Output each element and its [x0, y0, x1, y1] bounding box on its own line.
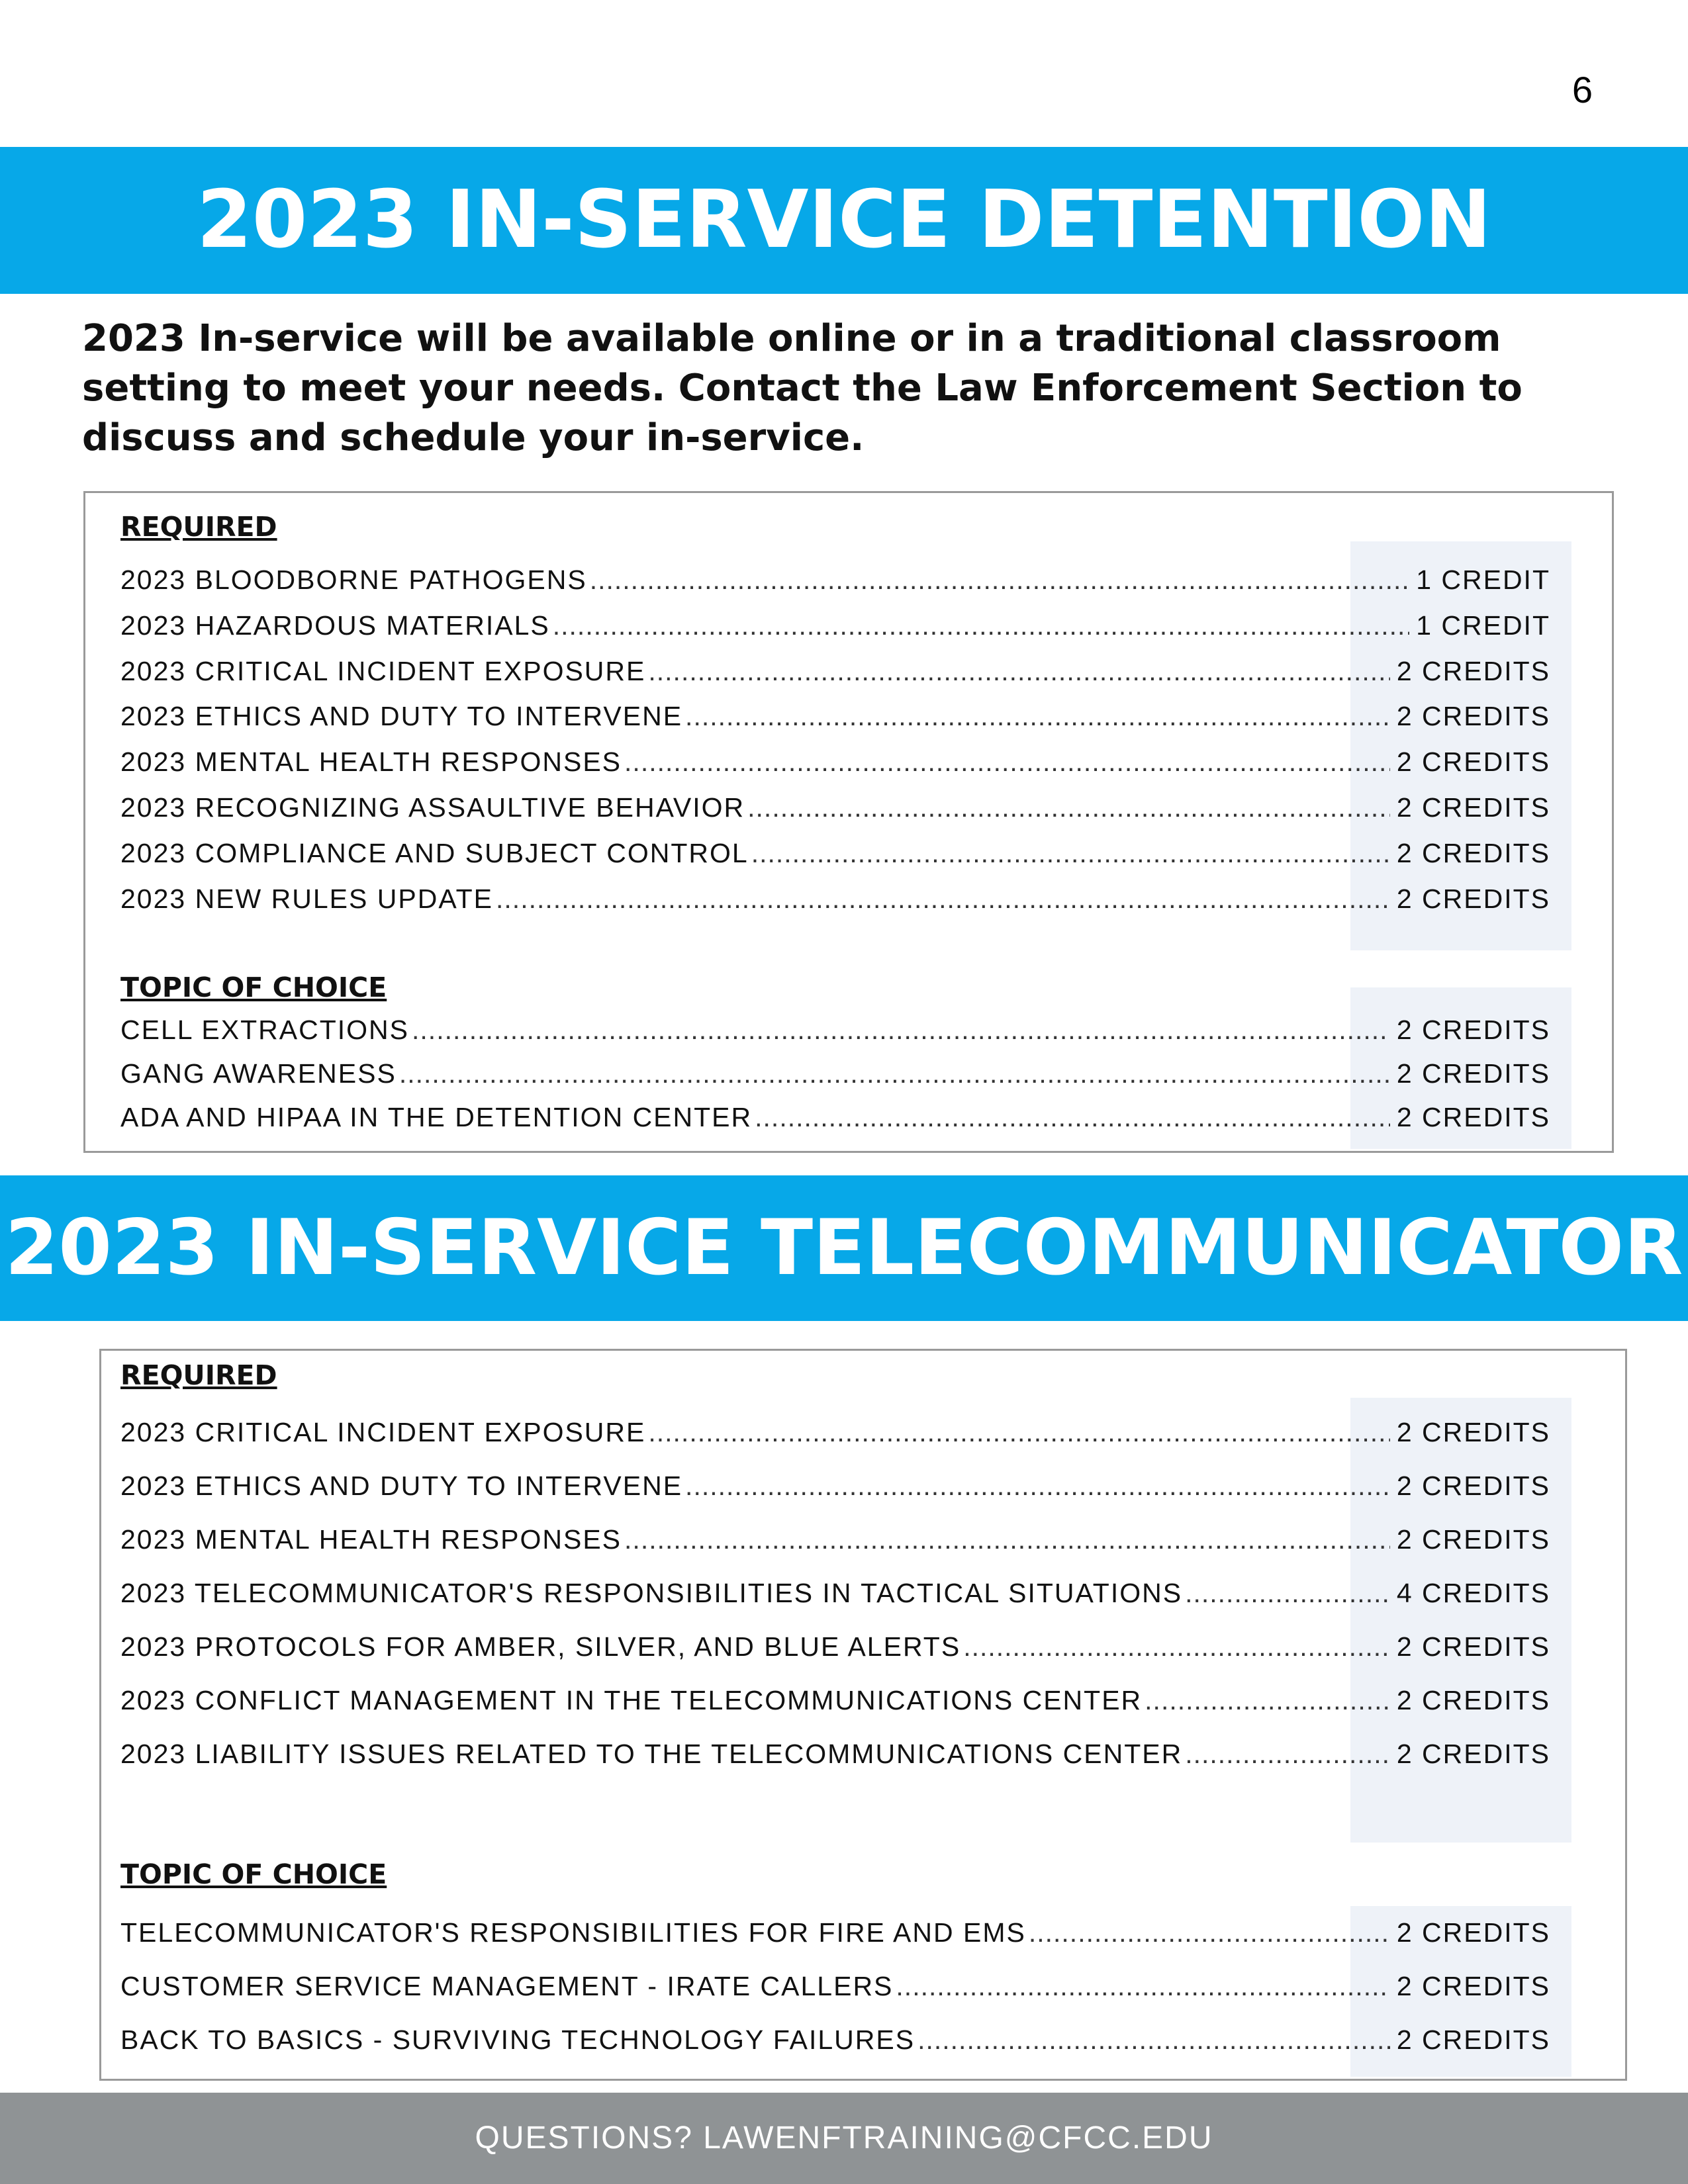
course-row	[120, 1913, 1550, 1952]
dot-leader	[751, 833, 1390, 873]
course-credits: 2 CREDITS	[1396, 1102, 1550, 1132]
course-credits: 2 CREDITS	[1396, 1685, 1550, 1715]
course-row	[120, 651, 1550, 691]
dot-leader	[412, 1010, 1390, 1050]
detention-title-banner: 2023 IN-SERVICE DETENTION	[0, 147, 1688, 294]
dot-leader	[648, 651, 1389, 691]
dot-leader	[747, 788, 1390, 827]
course-name: 2023 MENTAL HEALTH RESPONSES	[120, 747, 622, 778]
course-name: 2023 TELECOMMUNICATOR'S RESPONSIBILITIES IN TACTICAL SITUATIONS	[120, 1578, 1183, 1608]
course-name: 2023 COMPLIANCE AND SUBJECT CONTROL	[120, 837, 749, 868]
telecom-required-credit-column	[1350, 1398, 1571, 1843]
page-number: 6	[1571, 69, 1593, 111]
dot-leader	[1185, 1734, 1390, 1774]
dot-leader	[917, 2020, 1390, 2060]
course-row	[120, 606, 1550, 645]
dot-leader	[399, 1054, 1390, 1093]
course-name: 2023 CRITICAL INCIDENT EXPOSURE	[120, 655, 646, 686]
course-credits: 2 CREDITS	[1396, 792, 1550, 823]
course-row	[120, 1680, 1550, 1720]
course-name: 2023 ETHICS AND DUTY TO INTERVENE	[120, 701, 683, 732]
dot-leader	[896, 1966, 1389, 2006]
course-credits: 2 CREDITS	[1396, 1631, 1550, 1662]
course-credits: 2 CREDITS	[1396, 1015, 1550, 1045]
dot-leader	[755, 1097, 1390, 1137]
course-name: 2023 ETHICS AND DUTY TO INTERVENE	[120, 1471, 683, 1501]
dot-leader	[624, 742, 1390, 782]
intro-paragraph: 2023 In-service will be available online or in a traditional classroom setting to meet your needs. Contact the Law Enforcement Section to discuss and schedule your in-service.	[82, 317, 1523, 459]
course-credits: 2 CREDITS	[1396, 1739, 1550, 1769]
course-name: BACK TO BASICS - SURVIVING TECHNOLOGY FAILURES	[120, 2025, 915, 2055]
dot-leader	[1185, 1573, 1390, 1613]
footer-contact: QUESTIONS? LAWENFTRAINING@CFCC.EDU	[0, 2093, 1688, 2184]
course-credits: 2 CREDITS	[1396, 1471, 1550, 1501]
course-name: 2023 MENTAL HEALTH RESPONSES	[120, 1524, 622, 1555]
course-credits: 2 CREDITS	[1396, 2025, 1550, 2055]
course-row	[120, 1054, 1550, 1093]
telecommunicator-title-banner: 2023 IN-SERVICE TELECOMMUNICATOR	[0, 1175, 1688, 1321]
course-row	[120, 742, 1550, 782]
course-credits: 2 CREDITS	[1396, 701, 1550, 732]
course-name: 2023 CRITICAL INCIDENT EXPOSURE	[120, 1417, 646, 1447]
course-credits: 2 CREDITS	[1396, 1058, 1550, 1089]
detention-required-heading: REQUIRED	[120, 511, 277, 543]
course-credits: 1 CREDIT	[1416, 565, 1550, 595]
dot-leader	[590, 560, 1410, 600]
dot-leader	[648, 1412, 1389, 1452]
course-name: 2023 LIABILITY ISSUES RELATED TO THE TELECOMMUNICATIONS CENTER	[120, 1739, 1183, 1769]
course-row	[120, 1520, 1550, 1559]
detention-choice-heading: TOPIC OF CHOICE	[120, 972, 387, 1003]
course-row	[120, 1734, 1550, 1774]
course-credits: 2 CREDITS	[1396, 1917, 1550, 1948]
course-row	[120, 1412, 1550, 1452]
course-row	[120, 1097, 1550, 1137]
course-name: GANG AWARENESS	[120, 1058, 397, 1089]
course-row	[120, 1627, 1550, 1666]
course-credits: 2 CREDITS	[1396, 1417, 1550, 1447]
dot-leader	[685, 696, 1390, 736]
course-row	[120, 1966, 1550, 2006]
course-name: CELL EXTRACTIONS	[120, 1015, 410, 1045]
dot-leader	[496, 879, 1390, 919]
course-credits: 1 CREDIT	[1416, 610, 1550, 641]
telecom-required-heading: REQUIRED	[120, 1359, 277, 1391]
course-name: ADA AND HIPAA IN THE DETENTION CENTER	[120, 1102, 753, 1132]
telecom-choice-heading: TOPIC OF CHOICE	[120, 1858, 387, 1890]
course-credits: 2 CREDITS	[1396, 883, 1550, 914]
course-name: 2023 CONFLICT MANAGEMENT IN THE TELECOMMUNICATIONS CENTER	[120, 1685, 1143, 1715]
course-row	[120, 1010, 1550, 1050]
dot-leader	[624, 1520, 1390, 1559]
course-credits: 4 CREDITS	[1396, 1578, 1550, 1608]
course-row	[120, 788, 1550, 827]
course-row	[120, 1466, 1550, 1506]
course-credits: 2 CREDITS	[1396, 655, 1550, 686]
dot-leader	[1145, 1680, 1390, 1720]
course-row	[120, 2020, 1550, 2060]
course-name: 2023 BLOODBORNE PATHOGENS	[120, 565, 587, 595]
course-row	[120, 833, 1550, 873]
course-credits: 2 CREDITS	[1396, 747, 1550, 778]
course-row	[120, 560, 1550, 600]
course-credits: 2 CREDITS	[1396, 1524, 1550, 1555]
course-name: 2023 RECOGNIZING ASSAULTIVE BEHAVIOR	[120, 792, 745, 823]
course-name: 2023 HAZARDOUS MATERIALS	[120, 610, 550, 641]
dot-leader	[963, 1627, 1390, 1666]
dot-leader	[1029, 1913, 1390, 1952]
course-name: 2023 NEW RULES UPDATE	[120, 883, 494, 914]
course-name: CUSTOMER SERVICE MANAGEMENT - IRATE CALLERS	[120, 1971, 894, 2001]
course-row	[120, 1573, 1550, 1613]
course-row	[120, 696, 1550, 736]
dot-leader	[685, 1466, 1390, 1506]
dot-leader	[553, 606, 1409, 645]
course-credits: 2 CREDITS	[1396, 837, 1550, 868]
course-credits: 2 CREDITS	[1396, 1971, 1550, 2001]
course-name: 2023 PROTOCOLS FOR AMBER, SILVER, AND BLUE ALERTS	[120, 1631, 961, 1662]
course-name: TELECOMMUNICATOR'S RESPONSIBILITIES FOR FIRE AND EMS	[120, 1917, 1026, 1948]
course-row	[120, 879, 1550, 919]
